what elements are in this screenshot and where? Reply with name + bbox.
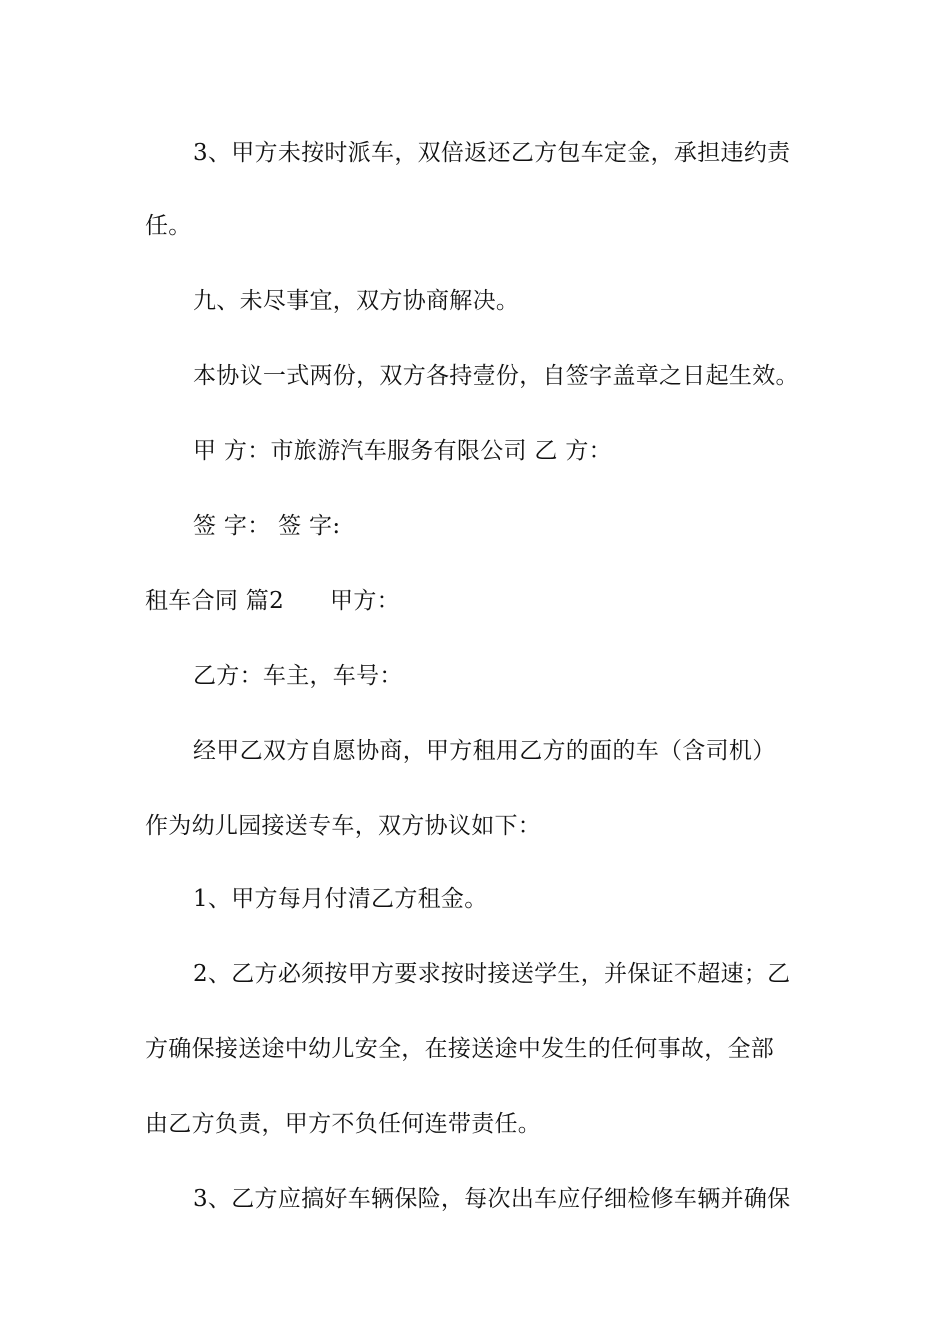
clause-1: 1、甲方每月付清乙方租金。 (193, 886, 488, 912)
clause-3-line-1: 3、乙方应搞好车辆保险，每次出车应仔细检修车辆并确保 (193, 1186, 791, 1212)
contract-heading-line (145, 586, 400, 616)
clause-8-3-line-2: 任。 (145, 213, 192, 239)
clause-9: 九、未尽事宜，双方协商解决。 (193, 288, 520, 314)
clause-8-3-line-1: 3、甲方未按时派车，双倍返还乙方包车定金，承担违约责 (193, 140, 791, 166)
contract-title: 租车合同 篇2 (145, 588, 285, 614)
clause-2-line-3: 由乙方负责，甲方不负任何连带责任。 (145, 1111, 542, 1137)
intro-line-1: 经甲乙双方自愿协商，甲方租用乙方的面的车（含司机） (193, 738, 776, 764)
intro-line-2: 作为幼儿园接送专车，双方协议如下： (145, 813, 542, 839)
agreement-copies-clause: 本协议一式两份，双方各持壹份，自签字盖章之日起生效。 (193, 363, 799, 389)
signature-line: 签 字： 签 字: (193, 513, 341, 539)
party-a-label: 甲方： (330, 588, 400, 614)
clause-2-line-1: 2、乙方必须按甲方要求按时接送学生，并保证不超速；乙 (193, 961, 791, 987)
parties-line: 甲 方：市旅游汽车服务有限公司 乙 方： (193, 438, 612, 464)
clause-2-line-2: 方确保接送途中幼儿安全，在接送途中发生的任何事故，全部 (145, 1036, 775, 1062)
party-b-line: 乙方：车主，车号： (193, 663, 403, 689)
